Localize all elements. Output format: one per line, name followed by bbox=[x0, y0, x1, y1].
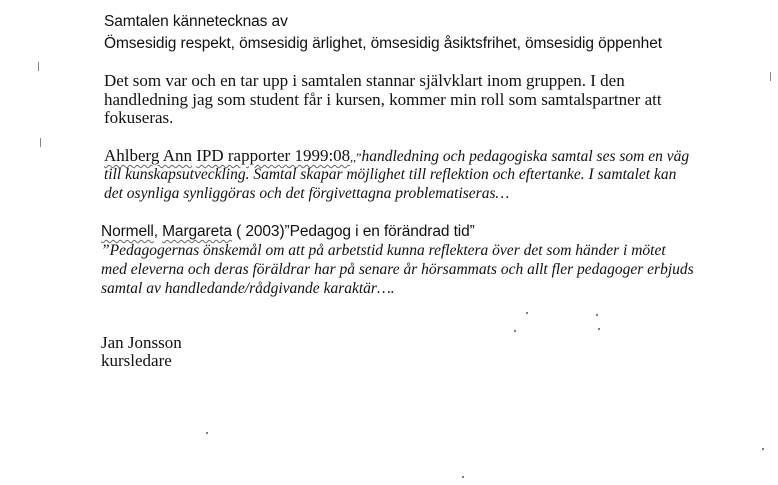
citation-2-line-2: med eleverna och deras föräldrar har på senare år hörsammats och allt fler pedagoger erbjuds bbox=[101, 261, 694, 278]
signature-role: kursledare bbox=[101, 351, 172, 370]
citation-1-author: Ahlberg Ann bbox=[104, 146, 192, 165]
citation-2-year: ( 2003) bbox=[236, 223, 285, 240]
citation-2-line-1: ”Pedagogernas önskemål om att på arbetstid kunna reflektera över det som händer i mötet bbox=[101, 242, 666, 259]
citation-2-author-last: Normell bbox=[101, 223, 154, 240]
scan-speck bbox=[206, 432, 208, 434]
citation-1-source: IPD rapporter 1999:08 bbox=[196, 146, 351, 165]
paragraph-line-2: handledning jag som student får i kursen, kommer min roll som samtalspartner att bbox=[104, 90, 662, 109]
citation-1-line-2: till kunskapsutveckling. Samtal skapar möjlighet till reflektion och eftertanke. I samtalet kan bbox=[104, 166, 677, 183]
paragraph-line-3: fokuseras. bbox=[104, 108, 174, 127]
scan-mark bbox=[770, 72, 771, 81]
scan-mark bbox=[38, 62, 39, 71]
section-subheading: Ömsesidig respekt, ömsesidig ärlighet, ömsesidig åsiktsfrihet, ömsesidig öppenhet bbox=[104, 35, 662, 52]
scan-speck bbox=[462, 476, 464, 478]
scan-speck bbox=[598, 328, 600, 330]
citation-2-header: Normell, Margareta ( 2003)”Pedagog i en förändrad tid” bbox=[101, 223, 475, 240]
scan-speck bbox=[762, 448, 764, 450]
scan-mark bbox=[40, 138, 41, 147]
scan-speck bbox=[526, 312, 528, 314]
citation-2-author-first: Margareta bbox=[162, 223, 232, 240]
citation-1-quote-mark: ,,” bbox=[350, 150, 362, 164]
citation-2-title: ”Pedagog i en förändrad tid” bbox=[284, 223, 475, 240]
scan-speck bbox=[596, 314, 598, 316]
scan-speck bbox=[514, 330, 516, 332]
section-heading: Samtalen kännetecknas av bbox=[104, 13, 288, 30]
citation-1-line-3: det osynliga synliggöras och det förgivettagna problematiseras… bbox=[104, 185, 510, 202]
citation-1-header bbox=[104, 146, 689, 166]
citation-1-line-1: handledning och pedagogiska samtal ses som en väg bbox=[361, 148, 690, 165]
signature-name: Jan Jonsson bbox=[101, 333, 182, 352]
citation-2-line-3: samtal av handledande/rådgivande karaktär…. bbox=[101, 280, 395, 297]
paragraph-line-1: Det som var och en tar upp i samtalen stannar självklart inom gruppen. I den bbox=[104, 71, 625, 90]
